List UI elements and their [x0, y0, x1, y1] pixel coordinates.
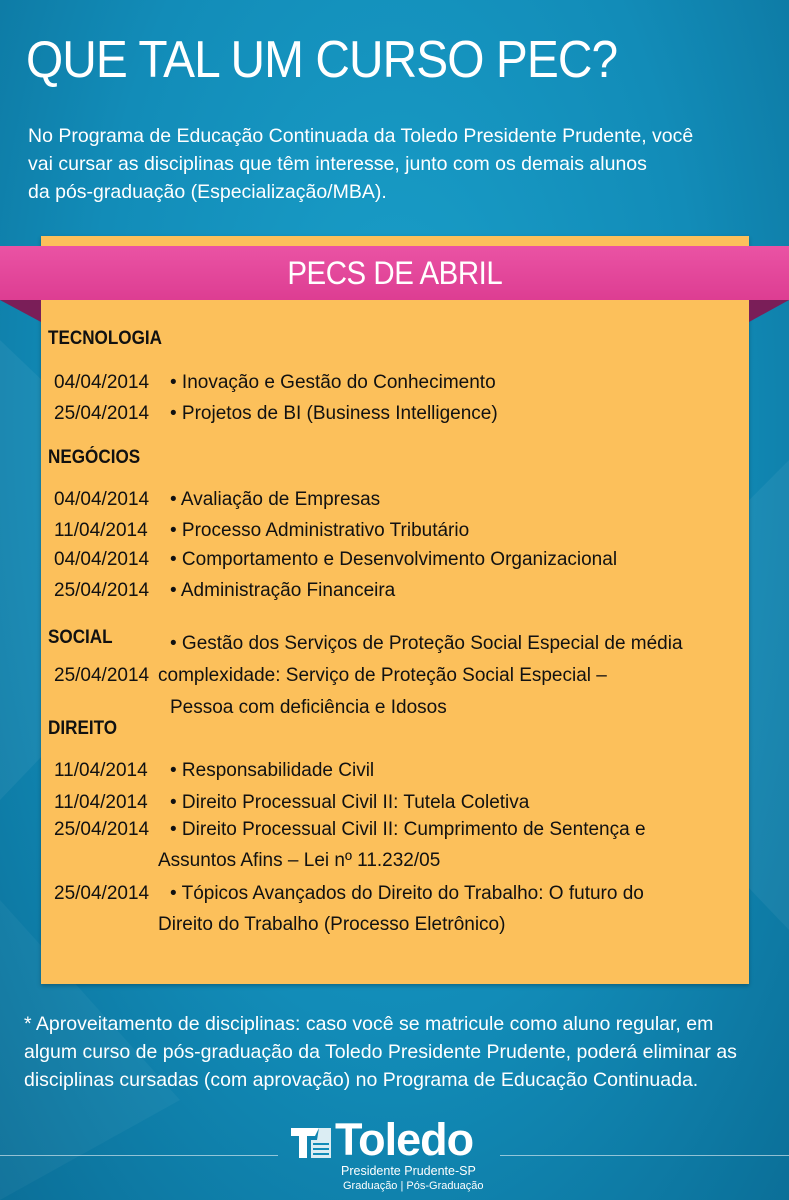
course-date: 11/04/2014: [54, 520, 148, 541]
category-heading-negocios: NEGÓCIOS: [48, 447, 141, 468]
logo-subtitle: Presidente Prudente-SP: [341, 1164, 476, 1178]
course-date: 25/04/2014: [54, 819, 150, 840]
intro-text: [28, 122, 768, 206]
course-date: 04/04/2014: [54, 549, 150, 570]
category-heading-direito: DIREITO: [48, 718, 118, 739]
logo-divider-right: [500, 1155, 789, 1156]
course-title: • Direito Processual Civil II: Tutela Coletiva: [170, 792, 530, 813]
course-title: • Tópicos Avançados do Direito do Trabalho: O futuro do Direito do Trabalho (Processo Eletrônico): [158, 883, 644, 935]
banner-label: PECS DE ABRIL: [287, 254, 502, 291]
course-title: • Comportamento e Desenvolvimento Organizacional: [170, 549, 618, 570]
toledo-mark-icon: [289, 1124, 333, 1160]
course-title: • Processo Administrativo Tributário: [170, 520, 470, 541]
course-date: 25/04/2014: [54, 403, 150, 424]
page-title: QUE TAL UM CURSO PEC?: [26, 31, 618, 89]
intro-line: da pós-graduação (Especialização/MBA).: [28, 181, 387, 203]
course-title: • Avaliação de Empresas: [170, 489, 381, 510]
course-title: • Gestão dos Serviços de Proteção Social Especial de média complexidade: Serviço de Proteção Social Especial – Pessoa com deficiência e Idosos: [158, 633, 683, 718]
category-heading-social: SOCIAL: [48, 627, 113, 648]
banner-ribbon: [0, 246, 789, 300]
course-title: • Direito Processual Civil II: Cumprimento de Sentença e Assuntos Afins – Lei nº 11.232/05: [158, 819, 646, 871]
course-date: 11/04/2014: [54, 760, 148, 781]
intro-line: vai cursar as disciplinas que têm interesse, junto com os demais alunos: [28, 153, 647, 175]
footnote-line: disciplinas cursadas (com aprovação) no Programa de Educação Continuada.: [24, 1069, 699, 1091]
toledo-logo: [285, 1114, 505, 1194]
course-date: 25/04/2014: [54, 580, 150, 601]
logo-divider-left: [0, 1155, 278, 1156]
course-title: • Administração Financeira: [170, 580, 396, 601]
footnote-line: algum curso de pós-graduação da Toledo Presidente Prudente, poderá eliminar as: [24, 1041, 737, 1063]
course-title: • Projetos de BI (Business Intelligence): [170, 403, 498, 424]
footnote-line: * Aproveitamento de disciplinas: caso você se matricule como aluno regular, em: [24, 1013, 714, 1035]
category-heading-tecnologia: TECNOLOGIA: [48, 328, 163, 349]
course-date: 25/04/2014: [54, 883, 150, 904]
course-title: • Inovação e Gestão do Conhecimento: [170, 372, 496, 393]
logo-tagline: Graduação | Pós-Graduação: [343, 1180, 484, 1192]
course-date: 25/04/2014: [54, 665, 150, 686]
ribbon-fold-right: [749, 300, 789, 322]
logo-name: Toledo: [335, 1114, 474, 1165]
footnote: [24, 1010, 769, 1094]
course-date: 04/04/2014: [54, 372, 150, 393]
course-date: 04/04/2014: [54, 489, 150, 510]
course-date: 11/04/2014: [54, 792, 148, 813]
ribbon-fold-left: [0, 300, 41, 322]
course-title: • Responsabilidade Civil: [170, 760, 375, 781]
intro-line: No Programa de Educação Continuada da Toledo Presidente Prudente, você: [28, 125, 694, 147]
